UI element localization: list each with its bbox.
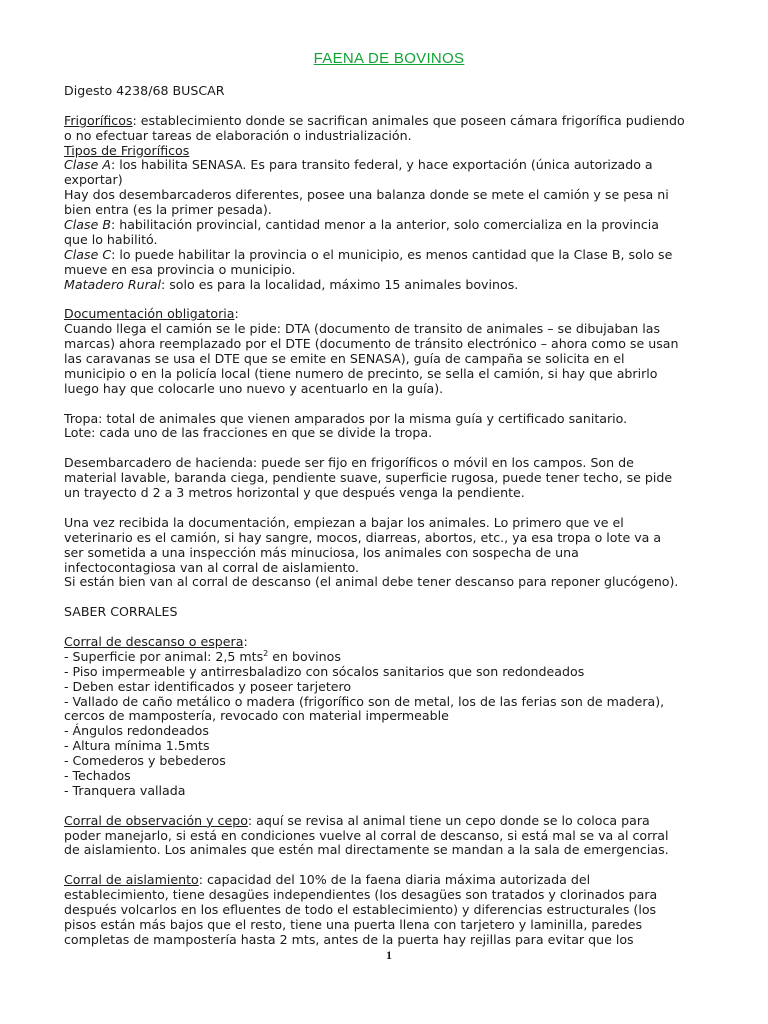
text-line: - Techados	[64, 767, 131, 783]
text-line: - Vallado de caño metálico o madera (frigorífico son de metal, los de las ferias son de madera),	[64, 693, 665, 709]
text-line: o no efectuar tareas de elaboración o industrialización.	[64, 127, 412, 143]
text-line: Corral de aislamiento: capacidad del 10% de la faena diaria máxima autorizada del	[64, 872, 591, 888]
text-line: infectocontagiosa van al corral de aislamiento.	[64, 559, 359, 575]
page-number: 1	[386, 948, 392, 962]
text-line: establecimiento, tiene desagües independientes (los desagües son tratados y clorinados para	[64, 887, 658, 903]
blank-line	[64, 620, 714, 635]
text-line: SABER CORRALES	[64, 604, 178, 620]
text-line: las caravanas se usa el DTE que se emite en SENASA), guía de campaña se solicita en el	[64, 351, 625, 367]
text-line: ser sometida a una inspección más minuciosa, los animales con sospecha de una	[64, 544, 579, 560]
text-line: - Piso impermeable y antirresbaladizo con sócalos sanitarios que son redondeados	[64, 663, 585, 679]
document-title: FAENA DE BOVINOS	[313, 50, 465, 67]
text-line: - Comederos y bebederos	[64, 753, 226, 769]
blank-line	[64, 397, 714, 412]
text-line: poder manejarlo, si está en condiciones vuelve al corral de descanso, si está mal se va al corral	[64, 827, 669, 843]
text-line: - Ángulos redondeados	[64, 723, 209, 739]
text-line: veterinario es el camión, si hay sangre, mocos, diarreas, abortos, etc., ya esa tropa o lote va a	[64, 529, 662, 545]
document-body	[64, 84, 714, 948]
underlined-heading: Corral de observación y cepo	[64, 812, 248, 828]
italic-term: Clase A	[64, 157, 111, 173]
text-line: de aislamiento. Los animales que estén mal directamente se mandan a la sala de emergencias.	[64, 842, 669, 858]
text-line: cercos de mampostería, revocado con material impermeable	[64, 708, 449, 724]
underlined-heading: Corral de aislamiento	[64, 872, 199, 888]
text-line: Clase A: los habilita SENASA. Es para transito federal, y hace exportación (única autorizado a	[64, 157, 653, 173]
blank-line	[64, 501, 714, 516]
text-line: Una vez recibida la documentación, empiezan a bajar los animales. Lo primero que ve el	[64, 514, 624, 530]
text-line: marcas) ahora reemplazado por el DTE (documento de tránsito electrónico – ahora como se usan	[64, 336, 679, 352]
text-line: que lo habilitó.	[64, 231, 158, 247]
document-page	[64, 0, 714, 1024]
text-line: Digesto 4238/68 BUSCAR	[64, 83, 225, 98]
text-line: un trayecto d 2 a 3 metros horizontal y que después venga la pendiente.	[64, 485, 525, 501]
text-line: - Superficie por animal: 2,5 mts$^2$ en bovinos	[64, 648, 341, 664]
italic-term: Clase B	[64, 217, 111, 233]
text-line: Lote: cada uno de las fracciones en que se divide la tropa.	[64, 425, 433, 441]
text-line: Cuando llega el camión se le pide: DTA (documento de transito de animales – se dibujaban las	[64, 321, 661, 337]
text-line: luego hay que colocarle uno nuevo y acentuarlo en la guía).	[64, 380, 444, 396]
text-line: municipio o en la policía local (tiene numero de precinto, se sella el camión, si hay que abrirlo	[64, 365, 658, 381]
underlined-heading: Documentación obligatoria	[64, 306, 235, 322]
text-line: Si están bien van al corral de descanso (el animal debe tener descanso para reponer glucógeno).	[64, 574, 679, 590]
text-line: completas de mampostería hasta 2 mts, antes de la puerta hay rejillas para evitar que los	[64, 931, 634, 947]
text-line: Tropa: total de animales que vienen amparados por la misma guía y certificado sanitario.	[64, 410, 628, 426]
text-line: - Altura mínima 1.5mts	[64, 738, 210, 754]
text-line: Clase C: lo puede habilitar la provincia o el municipio, es menos cantidad que la Clase B, solo se	[64, 246, 673, 262]
text-line: Matadero Rural: solo es para la localidad, máximo 15 animales bovinos.	[64, 276, 519, 292]
text-line: Corral de observación y cepo: aquí se revisa al animal tiene un cepo donde se lo coloca para	[64, 812, 650, 828]
blank-line	[64, 99, 714, 114]
italic-term: Matadero Rural	[64, 276, 161, 292]
blank-line	[64, 590, 714, 605]
underlined-heading: Tipos de Frigoríficos	[64, 142, 190, 158]
blank-line	[64, 799, 714, 814]
blank-line	[64, 858, 714, 873]
text-line: mueve en esa provincia o municipio.	[64, 261, 296, 277]
text-line: - Tranquera vallada	[64, 782, 186, 798]
blank-line	[64, 292, 714, 307]
text-line: Clase B: habilitación provincial, cantidad menor a la anterior, solo comercializa en la provincia	[64, 217, 660, 233]
text-line: Hay dos desembarcaderos diferentes, posee una balanza donde se mete el camión y se pesa ni	[64, 187, 669, 203]
italic-term: Clase C	[64, 246, 112, 262]
text-line: exportar)	[64, 172, 123, 188]
text-line: después volcarlos en los efluentes de todo el establecimiento) y diferencias estructurales (los	[64, 901, 657, 917]
text-line: bien entra (es la primer pesada).	[64, 202, 272, 218]
text-line: Corral de descanso o espera:	[64, 633, 248, 649]
blank-line	[64, 441, 714, 456]
underlined-heading: Corral de descanso o espera	[64, 633, 244, 649]
text-line: material lavable, baranda ciega, pendiente suave, superficie rugosa, puede tener techo, se pide	[64, 470, 673, 486]
underlined-heading: Frigoríficos	[64, 112, 133, 128]
text-line: Frigoríficos: establecimiento donde se sacrifican animales que poseen cámara frigorífica pudiendo	[64, 112, 685, 128]
text-line: pisos están más bajos que el resto, tiene una puerta llena con tarjetero y laminilla, paredes	[64, 916, 643, 932]
text-line	[64, 144, 714, 159]
text-line: Documentación obligatoria:	[64, 306, 239, 322]
superscript: 2	[263, 648, 269, 658]
text-line: - Deben estar identificados y poseer tarjetero	[64, 678, 352, 694]
text-line: Desembarcadero de hacienda: puede ser fijo en frigoríficos o móvil en los campos. Son de	[64, 455, 634, 471]
